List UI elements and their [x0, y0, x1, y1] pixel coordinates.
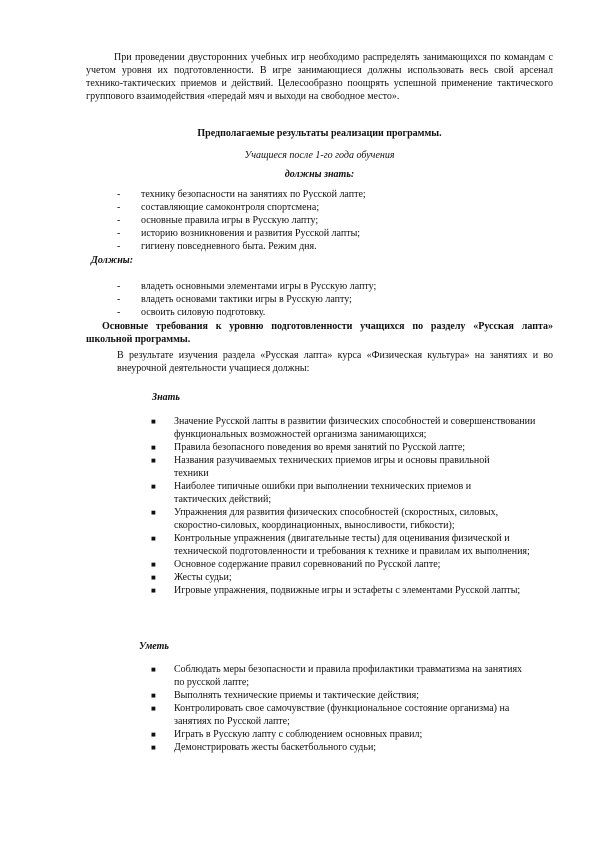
must-list: [117, 280, 376, 319]
dash-marker: -: [117, 228, 121, 239]
list-item: ■ Названия разучиваемых технических приемов игры и основы правильной техники: [151, 455, 490, 479]
square-bullet: ■: [151, 704, 156, 713]
square-bullet: ■: [151, 665, 156, 674]
list-item: ■ Наиболее типичные ошибки при выполнении технических приемов и тактических действий;: [151, 481, 472, 505]
dash-marker: -: [117, 281, 121, 292]
list-item: - владеть основными элементами игры в Русскую лапту;: [117, 281, 377, 292]
list-item: ■ Соблюдать меры безопасности и правила профилактики травматизма на занятиях по русской лапте;: [151, 664, 523, 688]
dash-marker: -: [117, 307, 121, 318]
results-heading: Предполагаемые результаты реализации программы.: [197, 128, 442, 139]
umet-label: Уметь: [139, 641, 169, 652]
square-bullet: ■: [151, 586, 156, 595]
list-item: ■ Играть в Русскую лапту с соблюдением основных правил;: [151, 729, 423, 740]
square-bullet: ■: [151, 456, 156, 465]
square-bullet: ■: [151, 743, 156, 752]
square-bullet: ■: [151, 508, 156, 517]
list-item: - освоить силовую подготовку.: [117, 307, 266, 318]
requirements-heading: Основные требования к уровню подготовленности учащихся по разделу «Русская лапта» школьной программы.: [86, 321, 553, 345]
requirements-intro: В результате изучения раздела «Русская лапта» курса «Физическая культура» на занятиях и во внеурочной деятельности учащиеся должны:: [117, 350, 553, 374]
square-bullet: ■: [151, 560, 156, 569]
intro-paragraph: При проведении двусторонних учебных игр необходимо распределять занимающихся по командам с учетом уровня их подготовленности. В игре занимающиеся должны использовать весь свой арсенал технико-тактических приемов и действий. Целесообразно поощрять успешной применение тактического группового взаимодействия «передай мяч и выходи на свободное место».: [86, 52, 553, 102]
list-item: ■ Контрольные упражнения (двигательные тесты) для оценивания физической и технической подготовленности и требования к технике и правилам их выполнения;: [151, 533, 530, 557]
list-item: - технику безопасности на занятиях по Русской лапте;: [117, 189, 366, 200]
square-bullet: ■: [151, 443, 156, 452]
list-item: - составляющие самоконтроля спортсмена;: [117, 202, 320, 213]
must-heading: Должны:: [91, 255, 134, 266]
square-bullet: ■: [151, 730, 156, 739]
list-item: ■ Значение Русской лапты в развитии физических способностей и совершенствовании функциональных возможностей организма занимающихся;: [151, 416, 536, 440]
list-item: ■ Жесты судьи;: [151, 572, 232, 583]
list-item: - гигиену повседневного быта. Режим дня.: [117, 241, 317, 252]
list-item: ■ Правила безопасного поведения во время занятий по Русской лапте;: [151, 442, 466, 453]
dash-marker: -: [117, 215, 121, 226]
list-item: - владеть основами тактики игры в Русскую лапту;: [117, 294, 352, 305]
list-item: ■ Основное содержание правил соревнований по Русской лапте;: [151, 559, 441, 570]
dash-marker: -: [117, 202, 121, 213]
dash-marker: -: [117, 294, 121, 305]
list-item: ■ Контролировать свое самочувствие (функциональное состояние организма) на занятиях по Русской лапте;: [151, 703, 510, 727]
dash-marker: -: [117, 189, 121, 200]
list-item: ■ Выполнять технические приемы и тактические действия;: [151, 690, 420, 701]
znat-list: [147, 415, 547, 597]
square-bullet: ■: [151, 691, 156, 700]
know-list: [117, 188, 366, 253]
square-bullet: ■: [151, 534, 156, 543]
list-item: ■ Упражнения для развития физических способностей (скоростных, силовых, скоростно-силовых, координационных, выносливости, гибкости);: [151, 507, 499, 531]
square-bullet: ■: [151, 573, 156, 582]
znat-label: Знать: [152, 392, 180, 403]
list-item: - историю возникновения и развития Русской лапты;: [117, 228, 361, 239]
umet-list: [147, 663, 547, 754]
must-know-heading: должны знать:: [284, 169, 355, 180]
dash-marker: -: [117, 241, 121, 252]
list-item: ■ Игровые упражнения, подвижные игры и эстафеты с элементами Русской лапты;: [151, 585, 521, 596]
list-item: - основные правила игры в Русскую лапту;: [117, 215, 319, 226]
year-heading: Учащиеся после 1-го года обучения: [244, 150, 395, 161]
square-bullet: ■: [151, 482, 156, 491]
square-bullet: ■: [151, 417, 156, 426]
list-item: ■ Демонстрировать жесты баскетбольного судьи;: [151, 742, 377, 753]
